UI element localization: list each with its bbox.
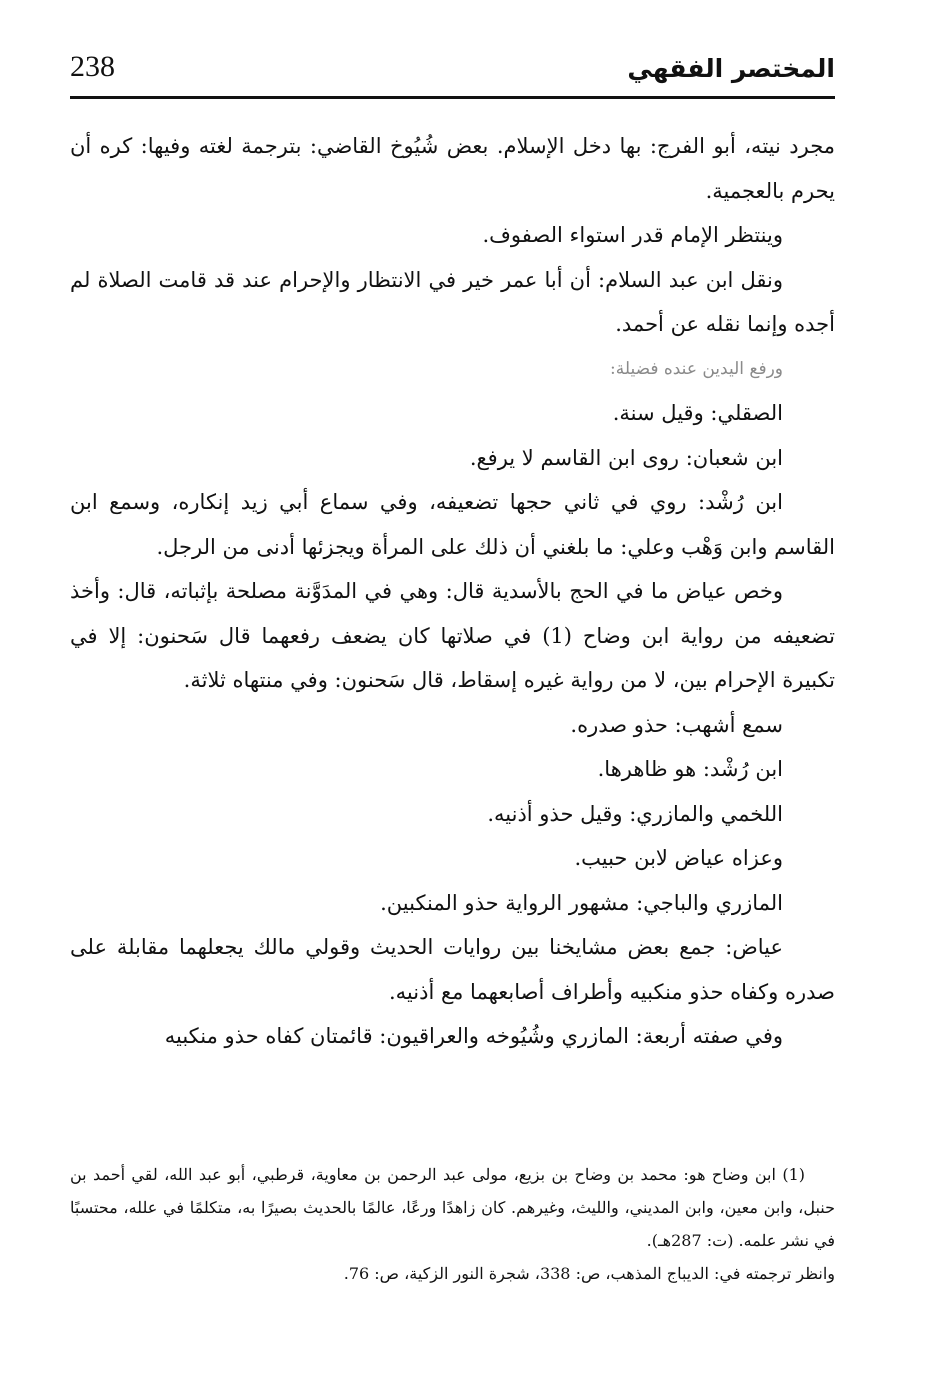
paragraph: الصقلي: وقيل سنة. xyxy=(612,401,783,425)
paragraph: وينتظر الإمام قدر استواء الصفوف. xyxy=(482,223,783,247)
paragraph: عياض: جمع بعض مشايخنا بين روايات الحديث وقولي مالك يجعلهما مقابلة على صدره وكفاه حذو منكبيه وأطراف أصابعهما مع أذنيه. xyxy=(70,935,835,1004)
paragraph: وخص عياض ما في الحج بالأسدية قال: وهي في المدَوَّنة مصلحة بإثباته، قال: وأخذ تضعيفه من رواية ابن وضاح (1) في صلاتها كان يضعف رفعهما قال سَحنون: إلا في تكبيرة الإحرام بين، لا من رواية غيره إسقاط، قال سَحنون: وفي منتهاه ثلاثة. xyxy=(70,579,835,692)
paragraph: وفي صفته أربعة: المازري وشُيُوخه والعراقيون: قائمتان كفاه حذو منكبيه xyxy=(164,1024,783,1048)
paragraph: سمع أشهب: حذو صدره. xyxy=(570,712,783,737)
footnote-reference: وانظر ترجمته في: الديباج المذهب، ص: 338، شجرة النور الزكية، ص: 76. xyxy=(343,1264,835,1283)
footnotes xyxy=(70,1158,835,1290)
paragraph: ونقل ابن عبد السلام: أن أبا عمر خير في الانتظار والإحرام عند قد قامت الصلاة لم أجده وإنما نقله عن أحمد. xyxy=(70,267,835,336)
paragraph: ورفع اليدين عنده فضيلة: xyxy=(609,358,783,379)
paragraph: ابن رُشْد: روي في ثاني حجها تضعيفه، وفي سماع أبي زيد إنكاره، وسمع ابن القاسم وابن وَهْب وعلي: ما بلغني أن ذلك على المرأة ويجزئها أدنى من الرجل. xyxy=(70,490,835,559)
paragraph: ابن رُشْد: هو ظاهرها. xyxy=(597,757,783,781)
paragraph: اللخمي والمازري: وقيل حذو أذنيه. xyxy=(487,801,783,826)
paragraph: المازري والباجي: مشهور الرواية حذو المنكبين. xyxy=(380,890,783,915)
main-text xyxy=(70,124,835,1059)
footnote: (1) ابن وضاح هو: محمد بن وضاح بن بزيع، مولى عبد الرحمن بن معاوية، قرطبي، أبو عبد الله، لقي أحمد بن حنبل، وابن معين، وابن المديني، والليث، وغيرهم. كان زاهدًا ورعًا، عالمًا بالحديث بصيرًا به، متكلمًا في علله، محتسبًا في نشر علمه. (ت: 287هـ). xyxy=(70,1165,835,1250)
page-header xyxy=(70,50,835,99)
running-title: المختصر الفقهي xyxy=(627,54,835,83)
page-number: 238 xyxy=(70,50,115,83)
paragraph: مجرد نيته، أبو الفرج: بها دخل الإسلام. بعض شُيُوخ القاضي: بترجمة لغته وفيها: كره أن يحرم بالعجمية. xyxy=(70,134,835,203)
paragraph: ابن شعبان: روى ابن القاسم لا يرفع. xyxy=(469,445,783,470)
paragraph: وعزاه عياض لابن حبيب. xyxy=(574,846,783,870)
